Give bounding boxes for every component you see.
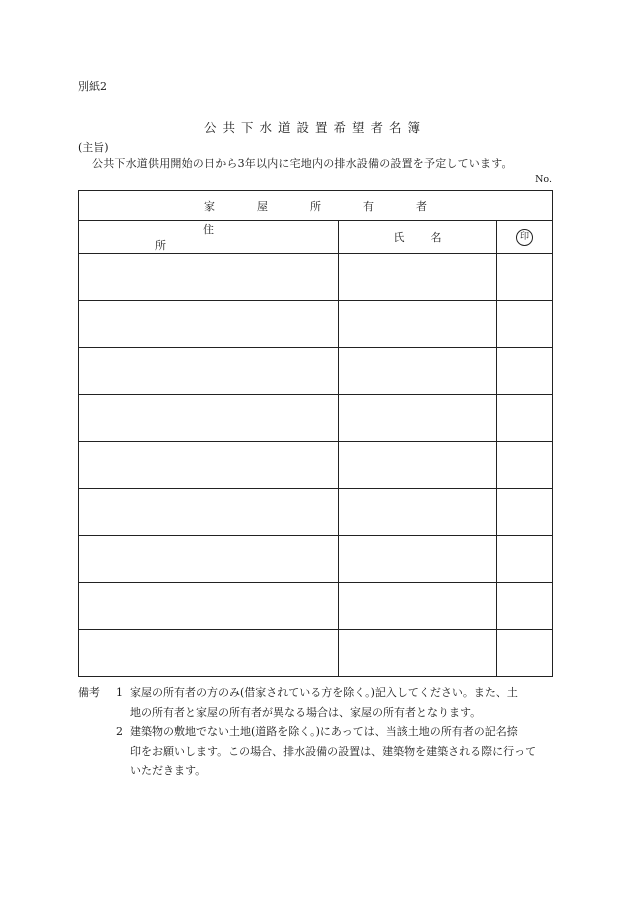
remark-line: 建築物の敷地でない土地(道路を除く。)にあっては、当該土地の所有者の記名捺 (130, 725, 518, 738)
table-row (79, 395, 553, 442)
name-cell[interactable] (339, 442, 497, 489)
seal-cell[interactable] (497, 442, 553, 489)
remarks-section (78, 683, 558, 781)
remark-text (130, 683, 558, 722)
remark-item (78, 722, 558, 781)
table-row (79, 536, 553, 583)
table-row (79, 583, 553, 630)
purpose-heading: (主旨) (78, 141, 109, 154)
seal-cell[interactable] (497, 395, 553, 442)
seal-cell[interactable] (497, 536, 553, 583)
address-cell[interactable] (79, 395, 339, 442)
table-row (79, 442, 553, 489)
remark-line: 地の所有者と家屋の所有者が異なる場合は、家屋の所有者となります。 (130, 705, 482, 719)
table-row (79, 489, 553, 536)
name-cell[interactable] (339, 489, 497, 536)
seal-icon: 印 (516, 229, 533, 246)
address-cell[interactable] (79, 583, 339, 630)
name-column-header: 氏名 (339, 221, 497, 254)
register-rows (79, 254, 553, 677)
remark-line: 家屋の所有者の方のみ(借家されている方を除く。)記入してください。また、土 (130, 686, 518, 699)
address-cell[interactable] (79, 536, 339, 583)
seal-column-header (497, 221, 553, 254)
address-column-header: 住所 (79, 221, 339, 254)
table-row (79, 348, 553, 395)
address-cell[interactable] (79, 442, 339, 489)
name-cell[interactable] (339, 301, 497, 348)
purpose-text: 公共下水道供用開始の日から3年以内に宅地内の排水設備の設置を予定しています。 (92, 157, 513, 170)
remarks-label: 備考 (78, 686, 100, 699)
annex-label: 別紙2 (78, 80, 107, 93)
seal-cell[interactable] (497, 630, 553, 677)
remark-number: 2 (116, 725, 123, 738)
seal-cell[interactable] (497, 348, 553, 395)
remark-line: いただきます。 (130, 764, 207, 777)
remark-text (130, 722, 558, 781)
name-cell[interactable] (339, 395, 497, 442)
address-cell[interactable] (79, 630, 339, 677)
applicant-register-table (78, 190, 553, 677)
table-row (79, 254, 553, 301)
page-number-label: No. (535, 174, 552, 185)
remark-item (78, 683, 558, 722)
owner-group-header: 家屋所有者 (79, 191, 553, 221)
address-cell[interactable] (79, 254, 339, 301)
address-cell[interactable] (79, 348, 339, 395)
document-title: 公共下水道設置希望者名簿 (203, 120, 426, 135)
seal-cell[interactable] (497, 301, 553, 348)
address-cell[interactable] (79, 301, 339, 348)
name-cell[interactable] (339, 348, 497, 395)
table-row (79, 301, 553, 348)
seal-cell[interactable] (497, 254, 553, 301)
name-cell[interactable] (339, 630, 497, 677)
remark-line: 印をお願いします。この場合、排水設備の設置は、建築物を建築される際に行って (130, 744, 537, 758)
seal-cell[interactable] (497, 583, 553, 630)
name-cell[interactable] (339, 536, 497, 583)
name-cell[interactable] (339, 254, 497, 301)
remark-number: 1 (116, 686, 123, 699)
address-cell[interactable] (79, 489, 339, 536)
table-row (79, 630, 553, 677)
name-cell[interactable] (339, 583, 497, 630)
seal-cell[interactable] (497, 489, 553, 536)
